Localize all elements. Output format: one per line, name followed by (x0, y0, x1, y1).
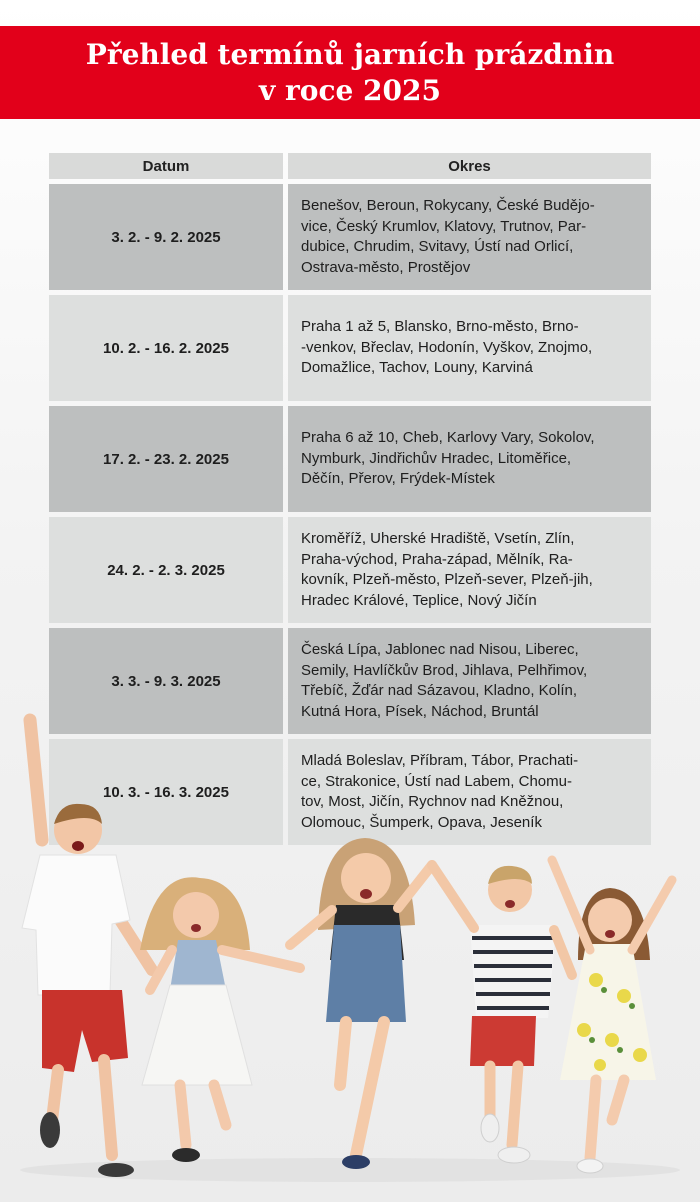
table-row (49, 184, 651, 290)
child-figure (140, 877, 300, 1162)
district-line: Třebíč, Žďár nad Sázavou, Kladno, Kolín, (301, 682, 578, 699)
table-row (49, 517, 651, 623)
district-line: Semily, Havlíčkův Brod, Jihlava, Pelhřimov, (301, 661, 588, 679)
district-line: Česká Lípa, Jablonec nad Nisou, Liberec, (301, 641, 579, 658)
district-line: Mladá Boleslav, Příbram, Tábor, Prachati- (301, 752, 579, 769)
title-line-1: Přehled termínů jarních prázdnin (85, 37, 615, 71)
district-line: Hradec Králové, Teplice, Nový Jičín (301, 591, 537, 609)
district-line: Praha-východ, Praha-západ, Mělník, Ra- (301, 550, 573, 568)
row-date: 10. 2. - 16. 2. 2025 (49, 295, 283, 401)
district-line: Domažlice, Tachov, Louny, Karviná (301, 359, 533, 377)
district-line: tov, Most, Jičín, Rychnov nad Kněžnou, (301, 793, 564, 810)
title-banner (0, 26, 700, 119)
district-line: Kroměříž, Uherské Hradiště, Vsetín, Zlín, (301, 530, 575, 547)
row-date: 10. 3. - 16. 3. 2025 (49, 739, 283, 845)
child-figure (22, 720, 152, 1177)
district-line: vice, Český Krumlov, Klatovy, Trutnov, Par- (301, 217, 587, 235)
district-line: Praha 1 až 5, Blansko, Brno-město, Brno- (301, 318, 579, 336)
child-figure (290, 838, 432, 1169)
district-line: Nymburk, Jindřichův Hradec, Litoměřice, (301, 449, 572, 467)
district-line: Benešov, Beroun, Rokycany, České Budějo- (301, 197, 595, 214)
header-district: Okres (288, 153, 651, 179)
table-row (49, 295, 651, 401)
row-date: 3. 2. - 9. 2. 2025 (49, 184, 283, 290)
row-districts (288, 184, 651, 290)
row-districts (288, 295, 651, 401)
row-date: 24. 2. - 2. 3. 2025 (49, 517, 283, 623)
row-date: 17. 2. - 23. 2. 2025 (49, 406, 283, 512)
district-line: Olomouc, Šumperk, Opava, Jeseník (301, 813, 542, 831)
district-line: -venkov, Břeclav, Hodonín, Vyškov, Znojmo, (301, 338, 593, 356)
district-line: Praha 6 až 10, Cheb, Karlovy Vary, Sokolov, (301, 429, 595, 447)
running-children-photo (0, 700, 700, 1202)
table-header (49, 153, 651, 179)
district-line: Kutná Hora, Písek, Náchod, Bruntál (301, 702, 539, 720)
row-districts (288, 517, 651, 623)
child-figure (432, 865, 572, 1163)
row-districts (288, 406, 651, 512)
district-line: kovník, Plzeň-město, Plzeň-sever, Plzeň-jih, (301, 571, 593, 588)
table-row (49, 406, 651, 512)
district-line: Ostrava-město, Prostějov (301, 258, 471, 276)
title-line-2: v roce 2025 (259, 73, 441, 107)
child-figure (552, 860, 672, 1173)
district-line: Děčín, Přerov, Frýdek-Místek (301, 470, 495, 488)
district-line: dubice, Chrudim, Svitavy, Ústí nad Orlicí, (301, 238, 574, 255)
header-date: Datum (49, 153, 283, 179)
row-date: 3. 3. - 9. 3. 2025 (49, 628, 283, 734)
district-line: ce, Strakonice, Ústí nad Labem, Chomu- (301, 772, 572, 790)
